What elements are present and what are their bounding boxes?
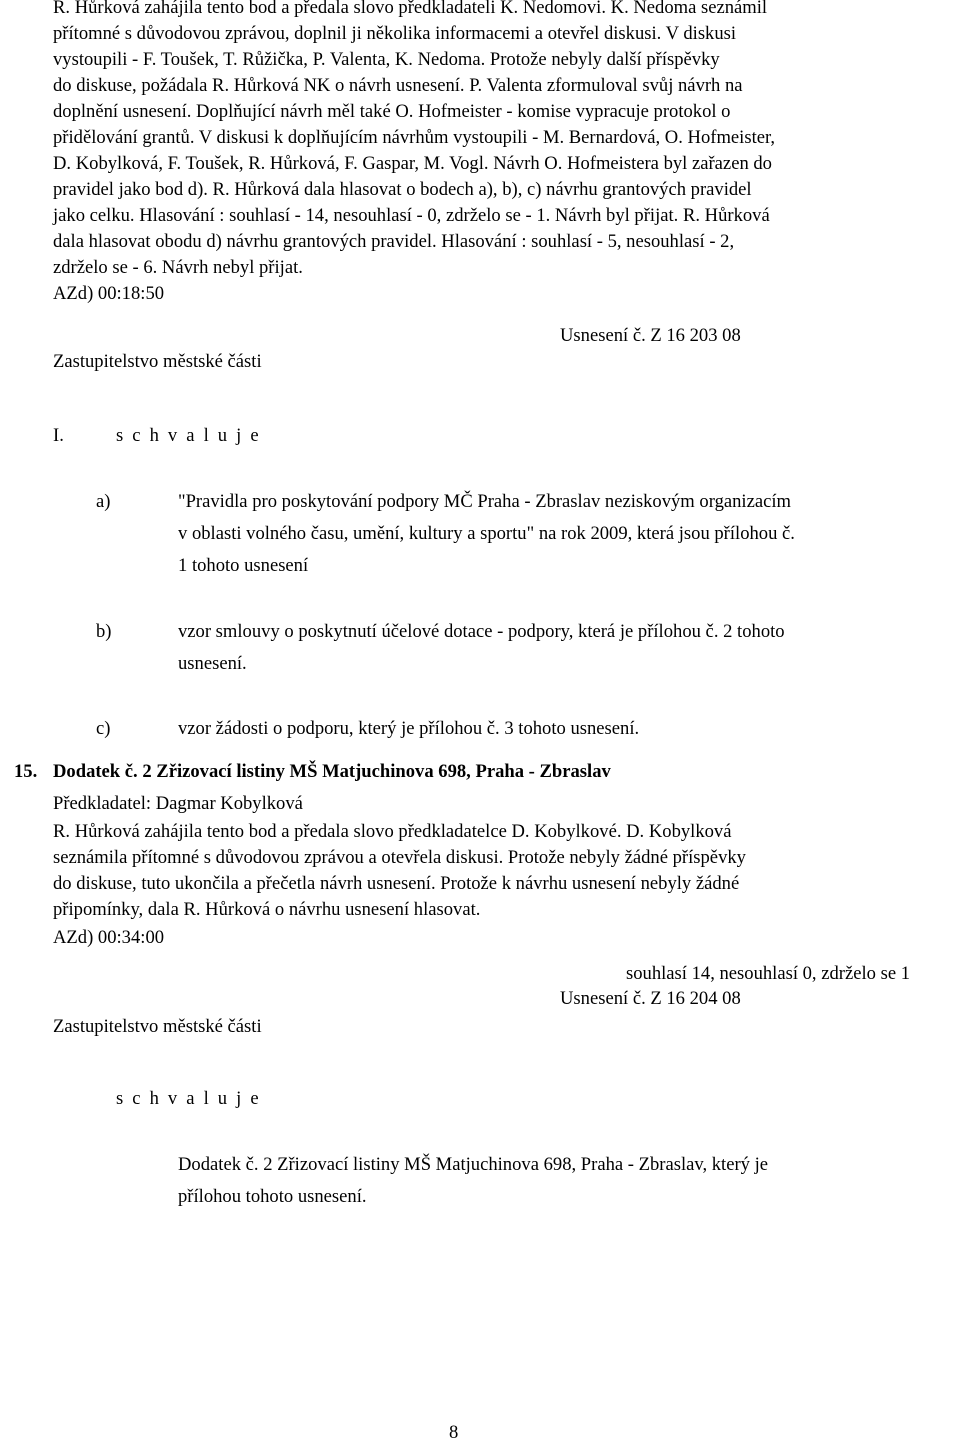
resolution-verb: s c h v a l u j e [116,1088,261,1109]
vote-result: souhlasí 14, nesouhlasí 0, zdrželo se 1 [626,963,911,984]
section-title: Dodatek č. 2 Zřizovací listiny MŠ Matjuchinova 698, Praha - Zbraslav [53,761,611,782]
item-text: usnesení. [178,653,247,674]
text-line: vystoupili - F. Toušek, T. Růžička, P. Valenta, K. Nedoma. Protože nebyly další příspěvky [53,49,720,70]
text-line: jako celku. Hlasování : souhlasí - 14, nesouhlasí - 0, zdrželo se - 1. Návrh byl přijat. R. Hůrková [53,205,770,226]
text-line: doplnění usnesení. Doplňující návrh měl také O. Hofmeister - komise vypracuje protokol o [53,101,731,122]
text-line: připomínky, dala R. Hůrková o návrhu usnesení hlasovat. [53,899,481,920]
resolution-number: Usnesení č. Z 16 203 08 [560,325,741,346]
roman-numeral: I. [53,425,64,446]
resolution-number: Usnesení č. Z 16 204 08 [560,988,741,1009]
azd-timestamp: AZd) 00:18:50 [53,283,165,304]
text-line: pravidel jako bod d). R. Hůrková dala hlasovat o bodech a), b), c) návrhu grantových pravidel [53,179,752,200]
page-number: 8 [449,1422,459,1443]
text-line: do diskuse, tuto ukončila a přečetla návrh usnesení. Protože k návrhu usnesení nebyly žádné [53,873,740,894]
text-line: R. Hůrková zahájila tento bod a předala slovo předkladatelce D. Kobylkové. D. Kobylková [53,821,732,842]
item-text: 1 tohoto usnesení [178,555,309,576]
text-line: přílohou tohoto usnesení. [178,1186,367,1207]
text-line: R. Hůrková zahájila tento bod a předala slovo předkladateli K. Nedomovi. K. Nedoma seznámil [53,0,768,18]
azd-timestamp: AZd) 00:34:00 [53,927,165,948]
item-label: b) [96,621,112,642]
text-line: Dodatek č. 2 Zřizovací listiny MŠ Matjuchinova 698, Praha - Zbraslav, který je [178,1154,769,1175]
item-label: c) [96,718,111,739]
text-line: D. Kobylková, F. Toušek, R. Hůrková, F. Gaspar, M. Vogl. Návrh O. Hofmeistera byl zařazen do [53,153,772,174]
text-line: zdrželo se - 6. Návrh nebyl přijat. [53,257,303,278]
section-number: 15. [14,761,38,782]
text-line: dala hlasovat obodu d) návrhu grantových pravidel. Hlasování : souhlasí - 5, nesouhlasí - 2, [53,231,735,252]
text-line: do diskuse, požádala R. Hůrková NK o návrh usnesení. P. Valenta zformuloval svůj návrh na [53,75,743,96]
presenter: Předkladatel: Dagmar Kobylková [53,793,303,814]
item-label: a) [96,491,111,512]
resolution-body: Zastupitelstvo městské části [53,1016,262,1037]
text-line: přítomné s důvodovou zprávou, doplnil ji několika informacemi a otevřel diskusi. V diskusi [53,23,737,44]
item-text: vzor žádosti o podporu, který je přílohou č. 3 tohoto usnesení. [178,718,640,739]
resolution-body: Zastupitelstvo městské části [53,351,262,372]
item-text: "Pravidla pro poskytování podpory MČ Praha - Zbraslav neziskovým organizacím [178,491,791,512]
text-line: seznámila přítomné s důvodovou zprávou a otevřela diskusi. Protože nebyly žádné příspěvky [53,847,746,868]
item-text: vzor smlouvy o poskytnutí účelové dotace - podpory, která je přílohou č. 2 tohoto [178,621,785,642]
item-text: v oblasti volného času, umění, kultury a sportu" na rok 2009, která jsou přílohou č. [178,523,795,544]
text-line: přidělování grantů. V diskusi k doplňujícím návrhům vystoupili - M. Bernardová, O. Hofmeister, [53,127,776,148]
resolution-verb: s c h v a l u j e [116,425,261,446]
